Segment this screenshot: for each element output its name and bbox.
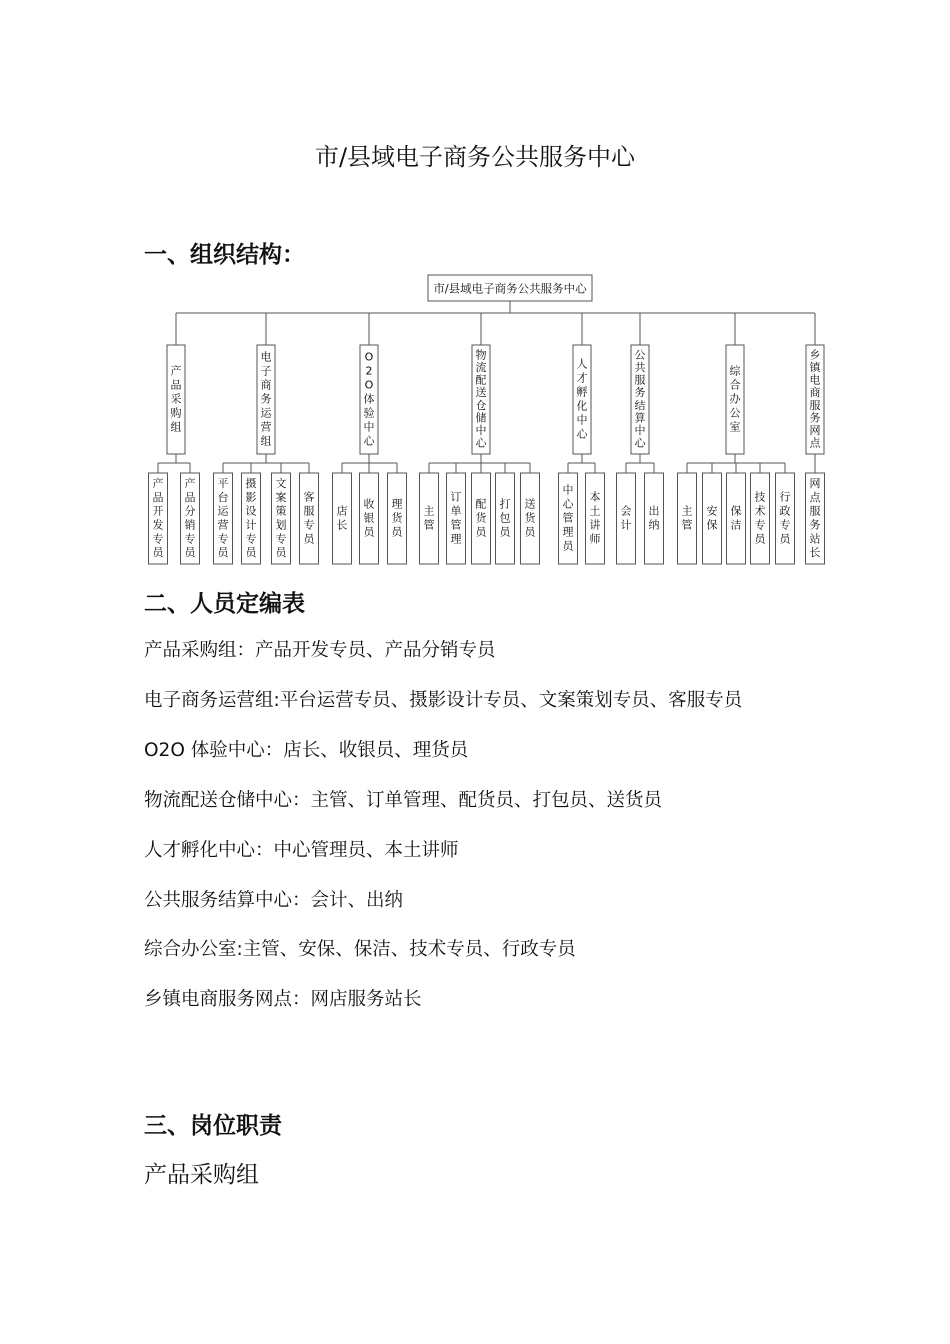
svg-text:中: 中 [634,424,646,438]
svg-text:主: 主 [681,504,693,518]
org-role-label [476,498,488,539]
svg-text:主: 主 [423,504,435,518]
org-dept-label [577,358,589,441]
svg-text:办: 办 [729,392,741,406]
svg-text:O: O [364,350,374,364]
svg-text:政: 政 [779,504,791,518]
svg-text:化: 化 [576,399,588,413]
svg-text:员: 员 [562,539,574,553]
svg-text:单: 单 [450,504,462,518]
org-dept-label [171,364,182,434]
svg-text:专: 专 [303,518,315,532]
svg-text:行: 行 [779,490,791,504]
svg-text:商: 商 [809,386,821,400]
svg-text:发: 发 [152,518,164,532]
org-role-label [682,505,693,532]
svg-text:理: 理 [391,497,403,511]
svg-text:员: 员 [475,525,487,539]
org-role-label [810,477,822,559]
org-role-label [185,476,197,559]
svg-text:中: 中 [363,420,375,434]
svg-text:中: 中 [576,413,588,427]
svg-text:心: 心 [363,434,375,448]
svg-text:O: O [364,378,374,392]
svg-text:包: 包 [499,511,511,525]
org-dept-label [261,350,273,448]
svg-text:务: 务 [260,392,272,406]
svg-text:流: 流 [475,360,487,374]
svg-text:订: 订 [450,490,462,504]
svg-text:货: 货 [524,511,536,525]
staffing-line-township-outlet: 乡镇电商服务网点：网店服务站长 [144,989,422,1010]
svg-text:策: 策 [275,504,287,518]
svg-text:计: 计 [245,518,257,532]
org-role-label [563,483,575,553]
svg-text:保: 保 [730,504,742,518]
svg-text:计: 计 [620,518,632,532]
svg-text:员: 员 [754,532,766,546]
svg-text:配: 配 [475,497,487,511]
svg-text:管: 管 [450,518,462,532]
org-role-label [451,491,462,546]
svg-text:心: 心 [576,427,588,441]
svg-text:员: 员 [363,525,375,539]
svg-text:师: 师 [589,532,601,546]
svg-text:安: 安 [706,504,718,518]
svg-text:产: 产 [170,364,182,378]
section-heading-org-structure: 一、组织结构： [144,242,305,268]
svg-text:货: 货 [391,511,403,525]
org-role-label [276,477,288,559]
svg-text:心: 心 [634,436,646,450]
svg-text:货: 货 [475,511,487,525]
svg-text:讲: 讲 [589,518,601,532]
svg-text:物: 物 [475,348,487,362]
svg-text:网: 网 [809,476,821,490]
org-dept-label [635,348,647,449]
svg-text:术: 术 [754,504,766,518]
svg-text:土: 土 [589,504,601,518]
svg-text:理: 理 [562,525,574,539]
svg-text:才: 才 [576,371,588,385]
svg-text:人: 人 [576,357,588,371]
staffing-line-general-office: 综合办公室:主管、安保、保洁、技术专员、行政专员 [144,939,576,960]
svg-text:采: 采 [170,392,182,406]
svg-text:务: 务 [809,411,821,425]
svg-text:送: 送 [524,497,536,511]
svg-text:员: 员 [524,525,536,539]
staffing-line-ecommerce-operations: 电子商务运营组:平台运营专员、摄影设计专员、文案策划专员、客服专员 [144,690,743,711]
svg-text:服: 服 [809,504,821,518]
svg-text:设: 设 [245,504,257,518]
org-role-label [525,498,537,539]
svg-text:中: 中 [562,483,574,497]
svg-text:文: 文 [275,476,287,490]
svg-text:员: 员 [779,532,791,546]
svg-text:管: 管 [423,518,435,532]
svg-text:品: 品 [152,490,164,504]
org-dept-label [730,364,742,434]
svg-text:管: 管 [562,511,574,525]
svg-text:店: 店 [336,504,348,518]
org-role-label [246,476,258,559]
svg-text:乡: 乡 [809,348,821,362]
svg-text:长: 长 [809,546,821,560]
svg-text:会: 会 [620,504,632,518]
svg-text:专: 专 [152,532,164,546]
svg-text:室: 室 [729,420,741,434]
svg-text:客: 客 [303,490,315,504]
staffing-line-settlement-center: 公共服务结算中心：会计、出纳 [144,890,404,911]
svg-text:服: 服 [634,373,646,387]
svg-text:台: 台 [217,490,229,504]
svg-text:运: 运 [217,504,229,518]
svg-text:配: 配 [475,373,487,387]
staffing-line-product-purchasing: 产品采购组：产品开发专员、产品分销专员 [144,640,496,661]
svg-text:共: 共 [634,360,646,374]
staffing-line-o2o-center: O2O 体验中心：店长、收银员、理货员 [144,740,469,761]
svg-text:收: 收 [363,497,375,511]
svg-text:产: 产 [152,476,164,490]
svg-text:心: 心 [475,436,487,450]
svg-text:算: 算 [634,411,646,425]
svg-text:开: 开 [152,504,164,518]
svg-text:营: 营 [260,420,272,434]
svg-text:购: 购 [170,406,182,420]
org-chart [0,0,950,580]
svg-text:纳: 纳 [648,518,660,532]
svg-text:摄: 摄 [245,476,257,490]
svg-text:2: 2 [365,364,373,378]
svg-text:影: 影 [245,490,257,504]
org-role-label [392,498,404,539]
org-role-label [153,476,165,559]
svg-text:划: 划 [275,518,287,532]
svg-text:专: 专 [779,518,791,532]
svg-text:员: 员 [499,525,511,539]
svg-text:点: 点 [809,490,821,504]
svg-text:出: 出 [648,504,660,518]
svg-text:员: 员 [245,546,257,560]
staffing-line-talent-incubation: 人才孵化中心：中心管理员、本土讲师 [144,840,459,861]
svg-text:中: 中 [475,424,487,438]
document-title: 市/县域电子商务公共服务中心 [314,143,636,171]
org-root-label: 市/县域电子商务公共服务中心 [433,281,587,296]
svg-text:服: 服 [809,398,821,412]
svg-text:员: 员 [391,525,403,539]
svg-text:洁: 洁 [730,518,742,532]
svg-text:务: 务 [634,386,646,400]
org-role-label [500,497,512,539]
svg-text:孵: 孵 [576,385,588,399]
org-role-label [364,497,376,539]
svg-text:打: 打 [499,497,511,511]
svg-text:合: 合 [729,378,741,392]
svg-text:员: 员 [275,546,287,560]
svg-text:品: 品 [184,490,196,504]
org-role-label [780,491,792,546]
svg-text:专: 专 [217,532,229,546]
svg-text:送: 送 [475,386,487,400]
svg-text:务: 务 [809,518,821,532]
svg-text:服: 服 [303,504,315,518]
org-role-label [424,505,435,532]
svg-text:电: 电 [260,350,272,364]
duties-subheading-product-purchasing: 产品采购组 [144,1162,259,1188]
svg-text:员: 员 [217,546,229,560]
svg-text:管: 管 [681,518,693,532]
svg-text:员: 员 [184,546,196,560]
svg-text:保: 保 [706,518,718,532]
svg-text:技: 技 [754,490,766,504]
svg-text:公: 公 [634,348,646,362]
svg-text:验: 验 [363,406,375,420]
svg-text:公: 公 [729,406,741,420]
svg-text:镇: 镇 [809,360,821,374]
svg-text:长: 长 [336,518,348,532]
svg-text:专: 专 [245,532,257,546]
svg-text:销: 销 [184,518,196,532]
svg-text:员: 员 [303,532,315,546]
svg-text:站: 站 [809,532,821,546]
org-dept-label [476,347,488,449]
org-role-label [218,477,230,559]
svg-text:专: 专 [184,532,196,546]
svg-text:员: 员 [152,546,164,560]
svg-text:营: 营 [217,518,229,532]
svg-text:组: 组 [260,434,272,448]
section-heading-staffing: 二、人员定编表 [144,591,305,617]
svg-text:电: 电 [809,373,821,387]
svg-text:网: 网 [809,424,821,438]
svg-text:结: 结 [634,398,646,412]
svg-text:运: 运 [260,406,272,420]
org-dept-label [810,347,822,449]
svg-text:理: 理 [450,532,462,546]
svg-text:平: 平 [217,476,229,490]
svg-text:心: 心 [562,497,574,511]
svg-text:产: 产 [184,476,196,490]
svg-text:银: 银 [363,511,375,525]
svg-text:案: 案 [275,490,287,504]
svg-text:商: 商 [260,378,272,392]
svg-text:点: 点 [809,436,821,450]
svg-text:仓: 仓 [475,398,487,412]
svg-text:体: 体 [363,392,375,406]
svg-text:品: 品 [170,378,182,392]
staffing-line-logistics-center: 物流配送仓储中心：主管、订单管理、配货员、打包员、送货员 [144,790,663,811]
svg-text:子: 子 [260,364,272,378]
section-heading-duties: 三、岗位职责 [144,1113,282,1139]
svg-text:组: 组 [170,420,182,434]
svg-text:专: 专 [754,518,766,532]
svg-text:综: 综 [729,364,741,378]
svg-text:分: 分 [184,504,196,518]
svg-text:储: 储 [475,411,487,425]
svg-text:专: 专 [275,532,287,546]
svg-text:本: 本 [589,490,601,504]
